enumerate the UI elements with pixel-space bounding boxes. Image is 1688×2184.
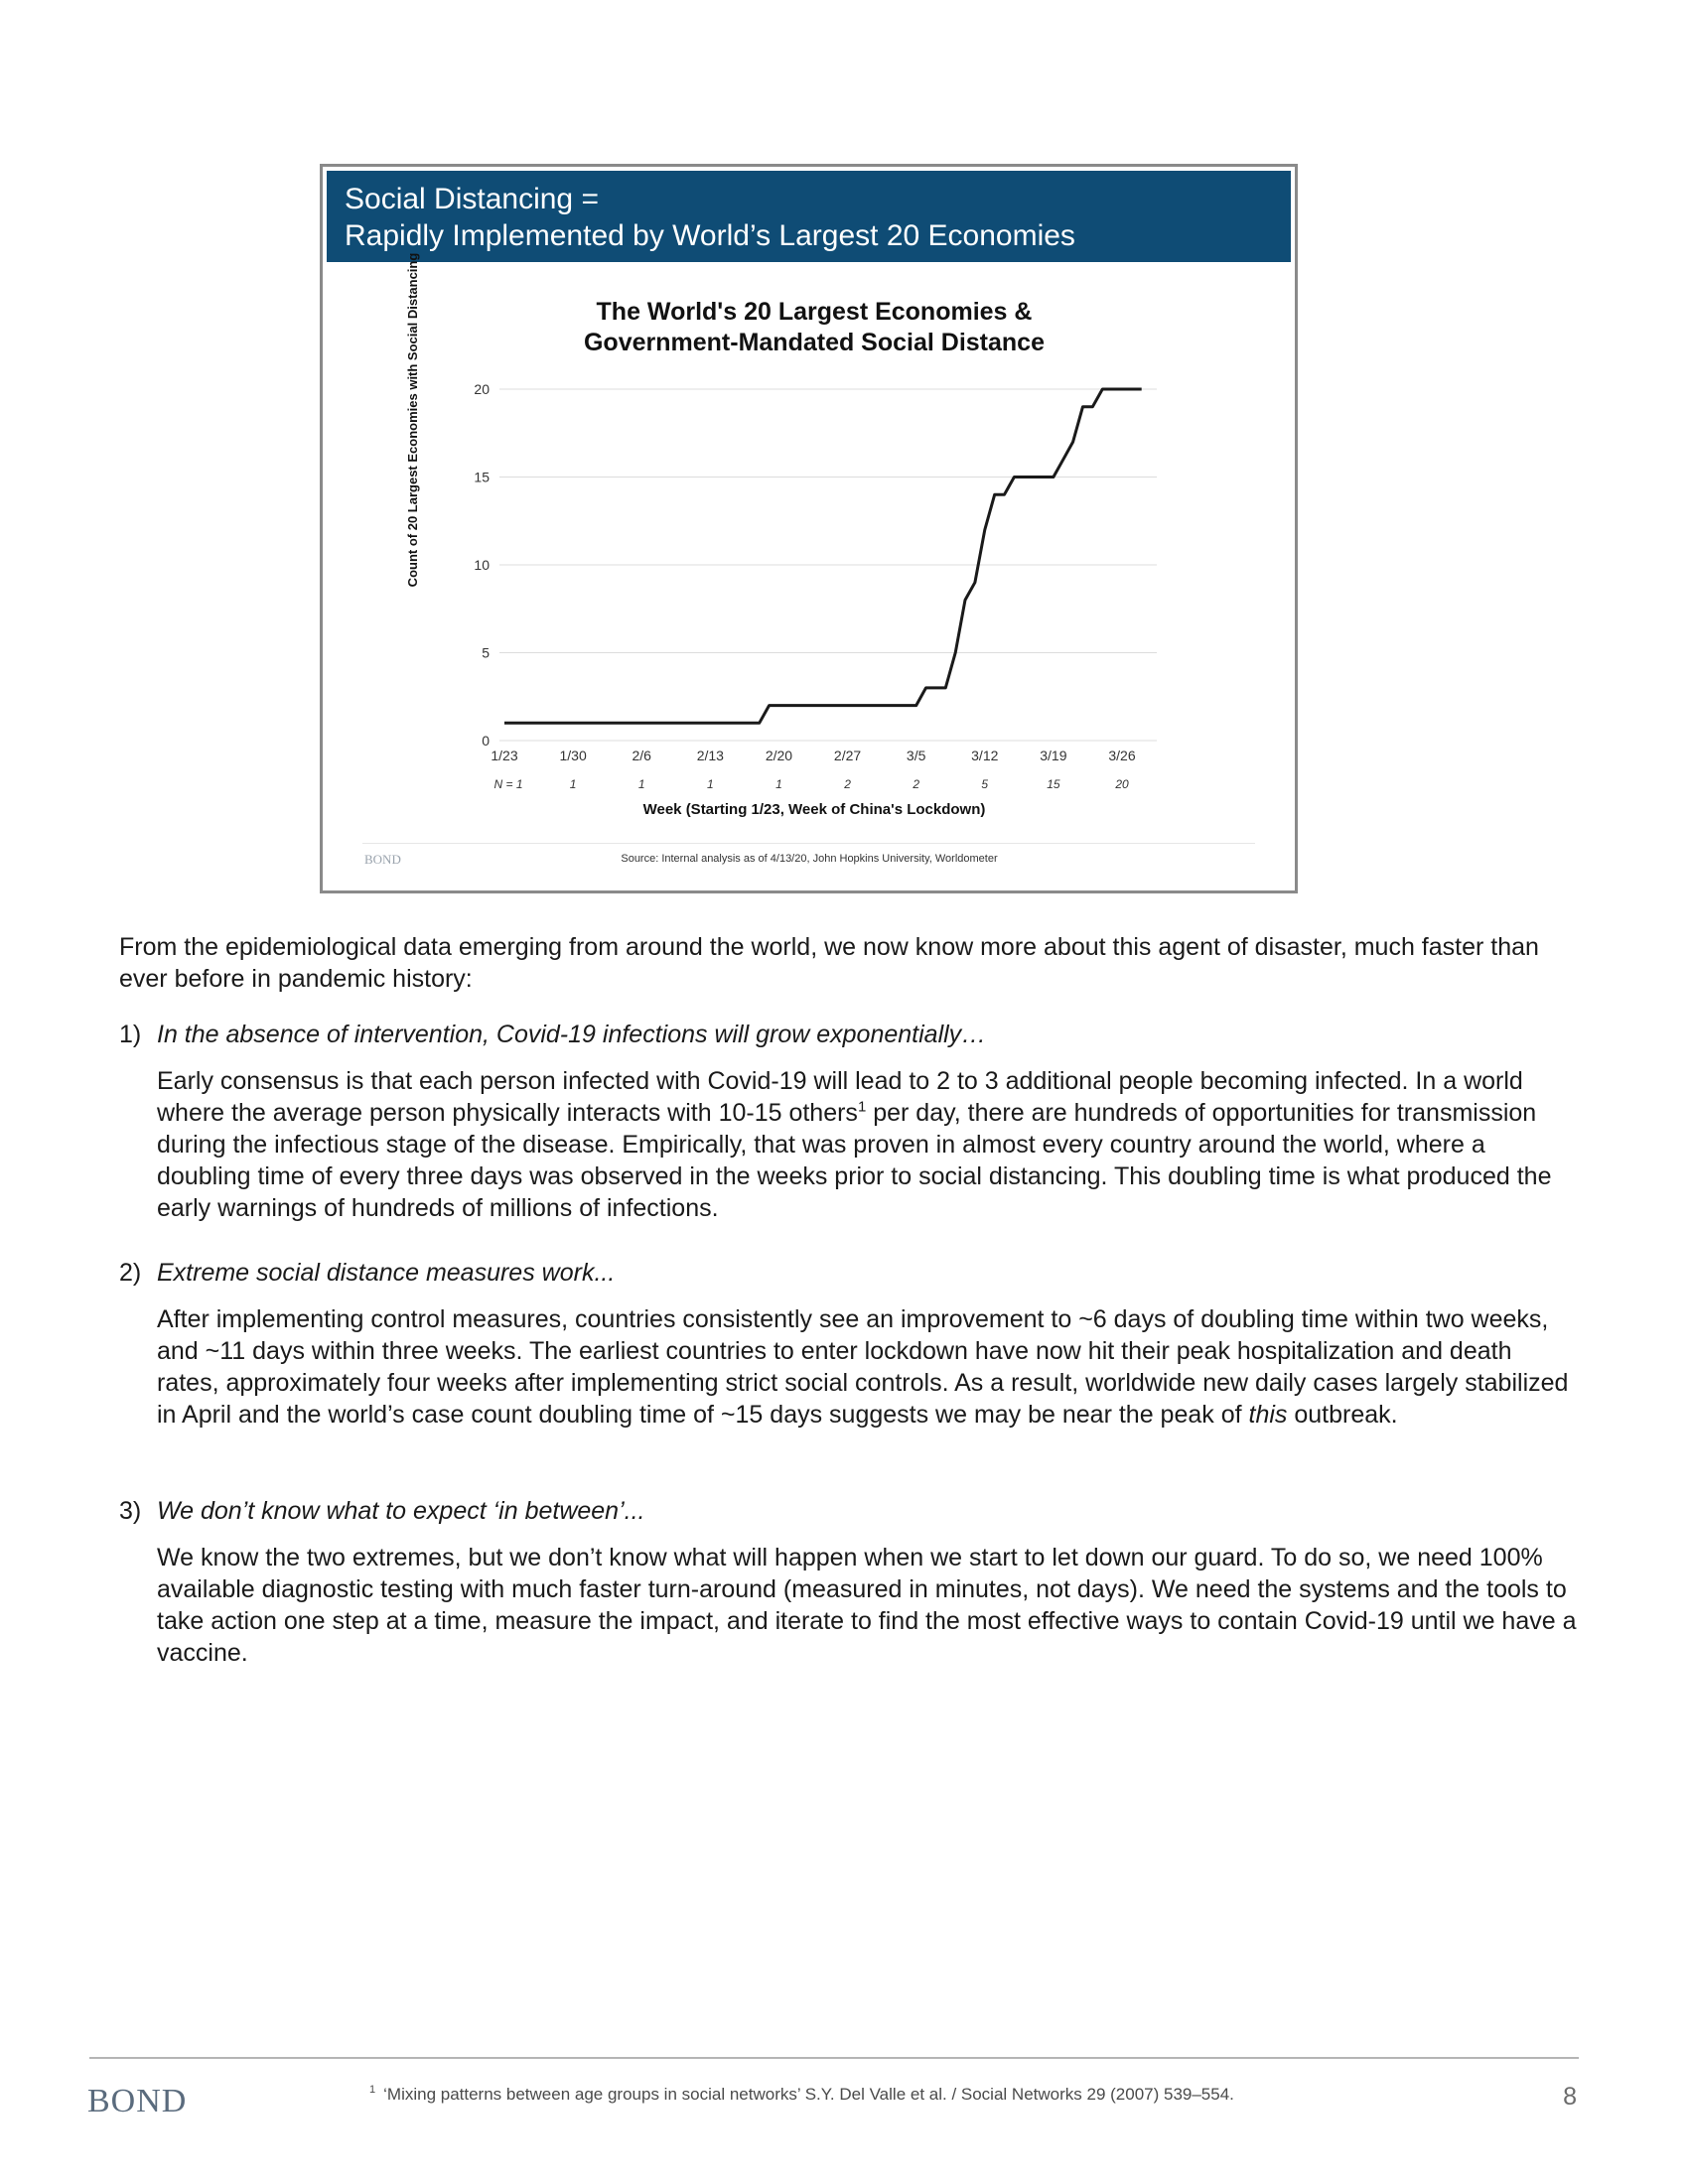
n-count-label: N = 1 — [493, 777, 523, 791]
slide-header-line1: Social Distancing = — [345, 183, 599, 215]
item2-heading — [119, 1257, 615, 1289]
y-tick-label: 20 — [474, 381, 490, 397]
footer-divider — [89, 2057, 1579, 2059]
n-count-label: 20 — [1115, 777, 1129, 791]
y-tick-label: 5 — [482, 644, 490, 661]
item1-body-part-b: per day, there are hundreds of opportunities for transmission during the infectious stage of the disease. Empirically, that was proven in almost every country around the world, where a doubling time of every three days was observed in the weeks prior to social distancing. This doubling time is what produced the early warnings of hundreds of millions of infections. — [157, 1099, 1552, 1222]
y-tick-label: 10 — [474, 557, 490, 573]
y-tick-label: 0 — [482, 733, 490, 749]
x-tick-label: 3/5 — [906, 748, 926, 763]
item2-body-part-a: After implementing control measures, countries consistently see an improvement to ~6 days of doubling time within two weeks, and ~11 days within three weeks. The earliest countries to enter lockdown have now hit their peak hospitalization and death rates, approximately four weeks after implementing strict social controls. As a result, worldwide new daily cases largely stabilized in April and the world’s case count doubling time of ~15 days suggests we may be near the peak of — [157, 1305, 1569, 1429]
item3-number: 3) — [119, 1497, 142, 1525]
chart-y-axis-label: Count of 20 Largest Economies with Social Distancing — [405, 252, 420, 588]
item2-body-emphasis: this — [1248, 1401, 1288, 1429]
x-tick-label: 2/13 — [696, 748, 724, 763]
x-tick-label: 3/12 — [971, 748, 999, 763]
item3-title: We don’t know what to expect ‘in between’... — [157, 1497, 645, 1525]
chart-title-line2: Government-Mandated Social Distance — [583, 329, 1046, 356]
x-tick-label: 3/26 — [1108, 748, 1136, 763]
n-count-label: 5 — [981, 777, 989, 791]
chart-x-axis-label: Week (Starting 1/23, Week of China's Lockdown) — [642, 801, 986, 818]
n-count-label: 15 — [1047, 777, 1060, 791]
y-tick-label: 15 — [474, 469, 490, 485]
page-number: 8 — [1563, 2083, 1577, 2111]
item1-number: 1) — [119, 1021, 142, 1048]
item1-heading — [119, 1019, 986, 1050]
item1-body — [157, 1065, 1577, 1224]
n-count-label: 1 — [775, 777, 782, 791]
chart-title-line1: The World's 20 Largest Economies & — [596, 298, 1033, 326]
footer-logo: BOND — [87, 2083, 188, 2119]
x-tick-label: 3/19 — [1040, 748, 1067, 763]
x-tick-label: 1/23 — [491, 748, 518, 763]
n-count-label: 1 — [706, 777, 714, 791]
item2-body-part-b: outbreak. — [1287, 1401, 1398, 1429]
n-count-label: 2 — [844, 777, 851, 791]
footnote-reference: 1 — [857, 1098, 867, 1116]
slide-header-line2: Rapidly Implemented by World’s Largest 20 Economies — [345, 219, 1075, 252]
item2-body — [157, 1303, 1577, 1431]
intro-paragraph: From the epidemiological data emerging from around the world, we now know more about this agent of disaster, much faster than ever before in pandemic history: — [119, 933, 1539, 993]
x-tick-label: 2/6 — [632, 748, 651, 763]
footnote — [369, 2085, 1234, 2105]
chart-source: Source: Internal analysis as of 4/13/20, John Hopkins University, Worldometer — [621, 853, 998, 865]
item3-body: We know the two extremes, but we don’t know what will happen when we start to let down our guard. To do so, we need 100% available diagnostic testing with much faster turn-around (measured in minutes, not days). We need the systems and the tools to take action one step at a time, measure the impact, and iterate to find the most effective ways to contain Covid-19 until we have a vaccine. — [157, 1544, 1577, 1667]
series-line — [504, 389, 1142, 723]
line-chart — [323, 167, 1295, 890]
x-tick-label: 1/30 — [559, 748, 587, 763]
footnote-text: ‘Mixing patterns between age groups in social networks’ S.Y. Del Valle et al. / Social Networks 29 (2007) 539–554. — [383, 2085, 1234, 2104]
n-count-label: 1 — [569, 777, 577, 791]
footnote-mark: 1 — [369, 2084, 376, 2097]
slide-logo: BOND — [364, 852, 401, 867]
item3-heading — [119, 1495, 644, 1527]
item2-title: Extreme social distance measures work... — [157, 1259, 616, 1287]
n-count-label: 2 — [913, 777, 920, 791]
item1-title: In the absence of intervention, Covid-19 infections will grow exponentially… — [157, 1021, 987, 1048]
item2-number: 2) — [119, 1259, 142, 1287]
slide-footer-divider — [362, 843, 1255, 844]
n-count-label: 1 — [637, 777, 645, 791]
x-tick-label: 2/20 — [765, 748, 793, 763]
slide-figure — [320, 164, 1298, 893]
x-tick-label: 2/27 — [833, 748, 862, 763]
item1-body-part-a: Early consensus is that each person infected with Covid-19 will lead to 2 to 3 additional people becoming infected. In a world where the average person physically interacts with 10-15 others — [157, 1067, 1523, 1127]
